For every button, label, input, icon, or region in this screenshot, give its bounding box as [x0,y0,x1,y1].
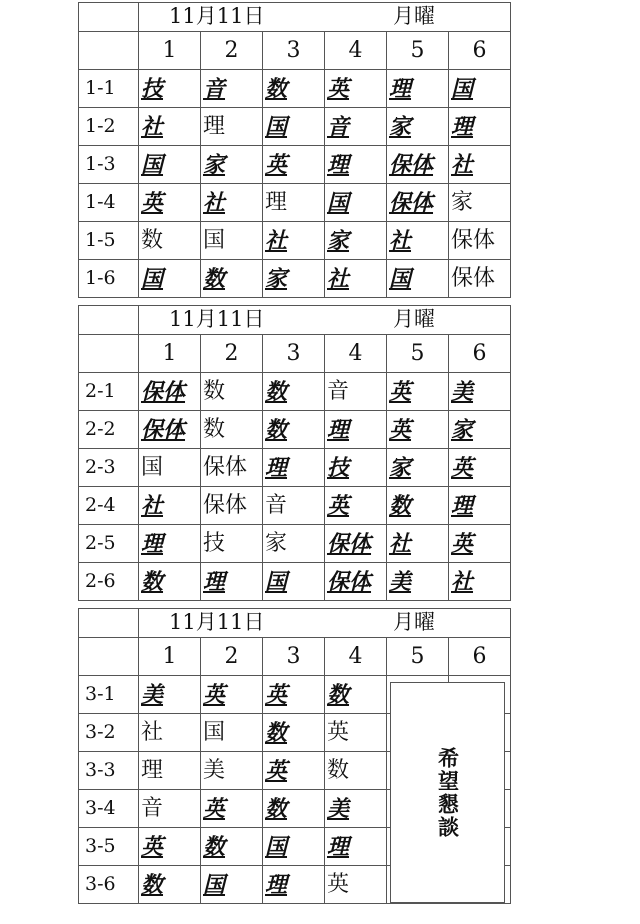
subject-cell: 技 [201,525,263,563]
period-header: 3 [263,335,325,373]
date-label: 11月11日 [169,307,265,331]
class-row [79,411,511,449]
subject-cell: 英 [263,752,325,790]
class-label: 2-4 [79,487,139,525]
conference-note-text: 希望懇談 [435,746,460,839]
subject-cell: 数 [263,714,325,752]
subject-cell: 保体 [201,487,263,525]
subject-cell: 音 [325,373,387,411]
class-row [79,525,511,563]
subject-cell: 社 [325,260,387,298]
subject-cell: 美 [139,676,201,714]
subject-cell: 家 [449,411,511,449]
class-row [79,373,511,411]
subject-cell: 英 [387,411,449,449]
subject-cell: 美 [449,373,511,411]
subject-cell: 音 [325,108,387,146]
subject-cell: 美 [325,790,387,828]
class-label: 2-2 [79,411,139,449]
subject-cell: 技 [325,449,387,487]
subject-cell: 理 [325,411,387,449]
period-header: 3 [263,32,325,70]
subject-cell: 社 [449,146,511,184]
subject-cell: 英 [387,373,449,411]
subject-cell: 理 [325,146,387,184]
period-header: 2 [201,335,263,373]
period-header: 3 [263,638,325,676]
subject-cell: 社 [139,714,201,752]
class-label: 3-3 [79,752,139,790]
subject-cell: 技 [139,70,201,108]
class-label: 3-6 [79,866,139,904]
subject-cell: 保体 [139,411,201,449]
subject-cell: 社 [139,108,201,146]
subject-cell: 数 [325,676,387,714]
subject-cell: 英 [325,866,387,904]
period-header: 2 [201,32,263,70]
class-row [79,487,511,525]
subject-cell: 英 [449,525,511,563]
subject-cell: 国 [201,866,263,904]
subject-cell: 保体 [449,260,511,298]
subject-cell: 音 [263,487,325,525]
subject-cell: 数 [325,752,387,790]
subject-cell: 国 [387,260,449,298]
period-header: 5 [387,335,449,373]
class-label: 3-5 [79,828,139,866]
subject-cell: 保体 [387,184,449,222]
class-row [79,108,511,146]
subject-cell: 数 [201,373,263,411]
date-header [139,3,511,32]
subject-cell: 保体 [387,146,449,184]
subject-cell: 数 [139,866,201,904]
subject-cell: 家 [263,260,325,298]
weekday-label: 月曜 [393,610,435,634]
subject-cell: 数 [263,70,325,108]
weekday-label: 月曜 [393,4,435,28]
class-label: 1-4 [79,184,139,222]
subject-cell: 理 [139,752,201,790]
subject-cell: 家 [263,525,325,563]
class-label: 1-3 [79,146,139,184]
class-row [79,222,511,260]
subject-cell: 国 [201,222,263,260]
subject-cell: 国 [263,828,325,866]
timetable-grade-2 [78,305,511,601]
period-header: 6 [449,638,511,676]
date-header [139,609,511,638]
period-header: 2 [201,638,263,676]
subject-cell: 英 [325,714,387,752]
subject-cell: 英 [449,449,511,487]
subject-cell: 理 [139,525,201,563]
class-row [79,146,511,184]
subject-cell: 理 [449,108,511,146]
subject-cell: 数 [263,790,325,828]
subject-cell: 国 [263,108,325,146]
subject-cell: 数 [201,828,263,866]
subject-cell: 社 [263,222,325,260]
period-header: 4 [325,335,387,373]
date-label: 11月11日 [169,610,265,634]
class-label: 3-1 [79,676,139,714]
class-label: 2-3 [79,449,139,487]
timetable-grade-1 [78,2,511,298]
subject-cell: 社 [201,184,263,222]
weekday-label: 月曜 [393,307,435,331]
period-header: 5 [387,638,449,676]
subject-cell: 家 [201,146,263,184]
class-label: 1-6 [79,260,139,298]
subject-cell: 国 [139,260,201,298]
subject-cell: 理 [263,184,325,222]
subject-cell: 社 [387,525,449,563]
subject-cell: 社 [387,222,449,260]
class-label: 1-1 [79,70,139,108]
period-header: 4 [325,32,387,70]
subject-cell: 保体 [325,563,387,601]
subject-cell: 数 [139,563,201,601]
period-header: 1 [139,638,201,676]
class-row [79,70,511,108]
class-row [79,449,511,487]
subject-cell: 保体 [449,222,511,260]
class-label: 1-2 [79,108,139,146]
subject-cell: 数 [263,411,325,449]
period-header: 1 [139,32,201,70]
date-header [139,306,511,335]
subject-cell: 英 [139,828,201,866]
subject-cell: 英 [325,487,387,525]
subject-cell: 数 [139,222,201,260]
subject-cell: 社 [449,563,511,601]
conference-note [390,682,505,903]
subject-cell: 家 [387,449,449,487]
subject-cell: 理 [263,866,325,904]
subject-cell: 家 [387,108,449,146]
class-row [79,184,511,222]
subject-cell: 国 [449,70,511,108]
class-label: 2-1 [79,373,139,411]
subject-cell: 音 [201,70,263,108]
subject-cell: 理 [201,108,263,146]
class-label: 2-6 [79,563,139,601]
period-header: 6 [449,32,511,70]
subject-cell: 英 [139,184,201,222]
subject-cell: 家 [325,222,387,260]
subject-cell: 国 [325,184,387,222]
period-header: 1 [139,335,201,373]
subject-cell: 国 [139,449,201,487]
subject-cell: 保体 [201,449,263,487]
subject-cell: 保体 [325,525,387,563]
subject-cell: 英 [263,146,325,184]
subject-cell: 数 [201,260,263,298]
class-label: 2-5 [79,525,139,563]
subject-cell: 理 [449,487,511,525]
subject-cell: 理 [387,70,449,108]
subject-cell: 理 [325,828,387,866]
subject-cell: 数 [387,487,449,525]
class-label: 3-2 [79,714,139,752]
subject-cell: 国 [139,146,201,184]
class-label: 3-4 [79,790,139,828]
period-header: 5 [387,32,449,70]
subject-cell: 美 [387,563,449,601]
subject-cell: 英 [325,70,387,108]
subject-cell: 社 [139,487,201,525]
date-label: 11月11日 [169,4,265,28]
subject-cell: 数 [263,373,325,411]
subject-cell: 保体 [139,373,201,411]
subject-cell: 理 [263,449,325,487]
subject-cell: 理 [201,563,263,601]
period-header: 4 [325,638,387,676]
subject-cell: 音 [139,790,201,828]
subject-cell: 美 [201,752,263,790]
period-header: 6 [449,335,511,373]
subject-cell: 国 [201,714,263,752]
subject-cell: 英 [201,676,263,714]
subject-cell: 数 [201,411,263,449]
class-label: 1-5 [79,222,139,260]
subject-cell: 英 [201,790,263,828]
subject-cell: 家 [449,184,511,222]
class-row [79,260,511,298]
subject-cell: 英 [263,676,325,714]
subject-cell: 国 [263,563,325,601]
class-row [79,563,511,601]
